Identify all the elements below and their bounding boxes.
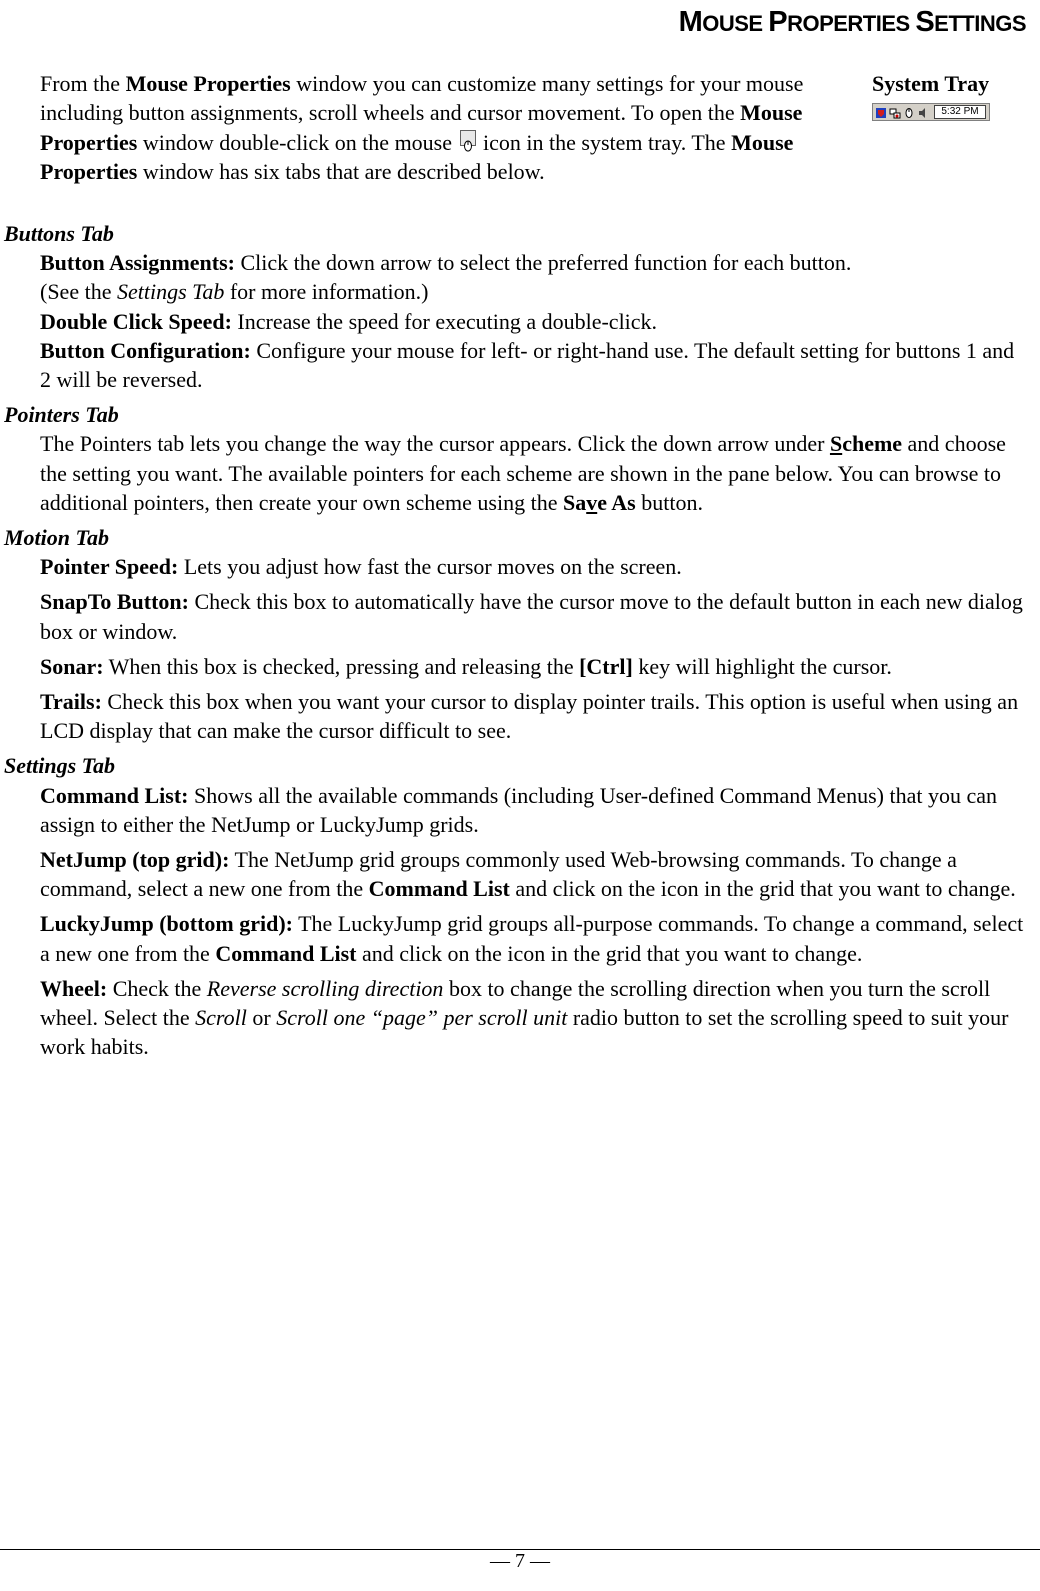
scheme-accelerator: S [829, 431, 843, 457]
item-label: LuckyJump (bottom grid): [40, 911, 294, 937]
item-text: or [246, 1005, 277, 1031]
page-title [679, 6, 1026, 39]
item-text: The Pointers tab lets you change the way the cursor appears. Click the down arrow under [40, 431, 830, 457]
item-text: Configure your mouse for left- or right-hand use. The default setting for buttons 1 and 2 will be reversed. [40, 337, 1015, 393]
motion-tab-heading: Motion Tab [4, 525, 109, 551]
volume-icon [917, 106, 929, 118]
command-list-item [0, 781, 1030, 839]
luckyjump-item [0, 909, 1030, 967]
item-text: radio button to set the scrolling speed to suit your work habits. [40, 1005, 1009, 1060]
intro-bold-1: Mouse Properties [125, 71, 291, 96]
tray-clock: 5:32 PM [934, 105, 986, 119]
title-rest-2: ROPERTIES [787, 11, 916, 36]
button-configuration-item [0, 336, 1030, 394]
item-label: Button Configuration: [40, 337, 251, 363]
item-text: and click on the icon in the grid that you want to change. [509, 876, 1016, 902]
ctrl-key-label: [Ctrl] [579, 653, 633, 679]
shield-icon [875, 106, 887, 118]
item-label: NetJump (top grid): [40, 847, 230, 873]
item-text: key will highlight the cursor. [632, 653, 892, 679]
intro-bold-3: Mouse Properties [40, 129, 794, 184]
save-as-label: Sa [562, 489, 587, 515]
item-emphasis: Settings Tab [116, 279, 225, 305]
item-text: Check this box when you want your cursor to display pointer trails. This option is useful when using an LCD display that can make the cursor difficult to see. [40, 689, 1019, 744]
item-text: (See the [40, 279, 117, 305]
item-emphasis: Reverse scrolling direction [206, 975, 444, 1001]
item-text: button. [635, 489, 703, 515]
intro-text-1: From the [40, 71, 126, 96]
item-label: Wheel: [40, 975, 108, 1001]
network-icon [889, 106, 901, 118]
sonar-item [0, 652, 1030, 681]
item-text: Check this box to automatically have the cursor move to the default button in each new dialog box or window. [40, 589, 1023, 644]
trails-item [0, 687, 1030, 745]
system-tray-title: System Tray [872, 71, 990, 96]
item-text: and choose the setting you want. The available pointers for each scheme are shown in the pane below. You can browse to additional pointers, then create your own scheme using the [40, 431, 1006, 515]
item-text: The LuckyJump grid groups all-purpose commands. To change a command, select a new one from the [40, 911, 1024, 966]
intro-bold-2: Mouse Properties [40, 100, 803, 155]
item-label: Pointer Speed: [40, 554, 179, 580]
title-rest-1: OUSE [702, 11, 769, 36]
item-text: Click the down arrow to select the preferred function for each button. [234, 250, 852, 276]
intro-paragraph [40, 69, 840, 186]
title-cap-3: S [915, 6, 935, 38]
snapto-button-item [0, 587, 1030, 645]
item-bold: Command List [368, 876, 510, 902]
pointers-description [0, 429, 1030, 517]
item-text: Lets you adjust how fast the cursor moves on the screen. [178, 554, 682, 580]
item-text: for more information.) [224, 279, 429, 305]
tabs-description [0, 219, 1030, 1061]
item-text: Check the [107, 975, 207, 1001]
item-bold: Command List [215, 940, 357, 966]
save-as-label: e As [597, 489, 636, 515]
item-emphasis: Scroll one “page” per scroll unit [276, 1005, 568, 1031]
title-cap-1: M [678, 6, 703, 38]
item-label: Button Assignments: [40, 250, 235, 276]
system-tray-figure [872, 69, 1022, 121]
title-cap-2: P [768, 6, 788, 38]
item-label: Sonar: [40, 653, 104, 679]
mouse-icon [460, 130, 476, 146]
intro-text-5: window has six tabs that are described below. [137, 158, 545, 184]
item-label: Double Click Speed: [40, 308, 232, 334]
page-number: — 7 — [490, 1550, 550, 1572]
double-click-speed-item [0, 307, 1030, 336]
save-as-accelerator: v [586, 489, 598, 515]
settings-tab-heading: Settings Tab [4, 753, 116, 779]
item-text: Shows all the available commands (including User-defined Command Menus) that you can assign to either the NetJump or LuckyJump grids. [40, 782, 997, 837]
scheme-label: cheme [842, 431, 903, 457]
buttons-tab-heading: Buttons Tab [4, 221, 114, 246]
item-text: and click on the icon in the grid that you want to change. [356, 940, 863, 966]
intro-text-4: icon in the system tray. The [477, 129, 732, 155]
item-text: box to change the scrolling direction when you turn the scroll wheel. Select the [40, 975, 991, 1031]
mouse-icon [903, 106, 915, 118]
item-text: When this box is checked, pressing and releasing the [103, 653, 580, 679]
netjump-item [0, 845, 1030, 903]
item-text: The NetJump grid groups commonly used Web-browsing commands. To change a command, select a new one from the [40, 847, 957, 902]
pointer-speed-item [0, 552, 1030, 581]
pointers-tab-heading: Pointers Tab [4, 402, 119, 428]
system-tray-bar [872, 103, 990, 121]
item-label: SnapTo Button: [40, 589, 189, 615]
item-emphasis: Scroll [195, 1005, 247, 1031]
intro-text-2: window you can customize many settings for your mouse including button assignments, scroll wheels and cursor movement. To open the [40, 71, 804, 126]
item-label: Command List: [40, 782, 189, 808]
intro-text-3: window double-click on the mouse [137, 129, 458, 155]
title-rest-3: ETTINGS [934, 11, 1026, 36]
item-label: Trails: [40, 689, 102, 715]
wheel-item [0, 974, 1030, 1062]
item-text: Increase the speed for executing a double-click. [231, 308, 658, 334]
button-assignments-item [0, 248, 1030, 306]
